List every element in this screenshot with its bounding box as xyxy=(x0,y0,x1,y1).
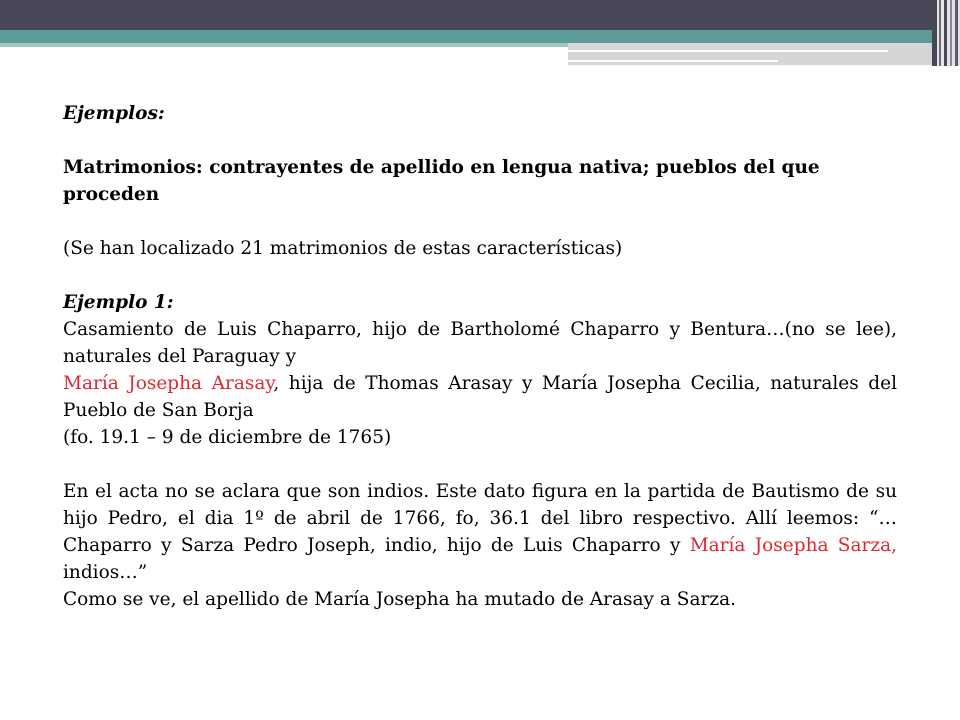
heading: Ejemplos: xyxy=(63,103,165,124)
subheading: Matrimonios: contrayentes de apellido en lengua nativa; pueblos del que proceden xyxy=(63,157,820,205)
conclusion: Como se ve, el apellido de María Josepha ha mutado de Arasay a Sarza. xyxy=(63,589,736,610)
teal-band-light xyxy=(0,43,568,47)
example-paragraph-1: Casamiento de Luis Chaparro, hijo de Bartholomé Chaparro y Bentura…(no se lee), naturales del Paraguay y xyxy=(63,319,897,367)
top-bar xyxy=(0,0,960,30)
explanation-paragraph xyxy=(63,478,897,586)
decor-line xyxy=(568,50,888,52)
folio-reference: (fo. 19.1 – 9 de diciembre de 1765) xyxy=(63,427,392,448)
slide-content xyxy=(63,100,897,613)
example-title: Ejemplo 1: xyxy=(63,292,174,313)
note: (Se han localizado 21 matrimonios de estas características) xyxy=(63,238,623,259)
example-paragraph-2 xyxy=(63,370,897,424)
explanation-part-1: En el acta no se aclara que son indios. Este dato figura en la partida de Bautismo de su hijo Pedro, el dia 1º de abril de 1766, fo, 36.1 del libro respectivo. Allí leemos: “…Chaparro y Sarza Pedro Joseph, indio, hijo de Luis Chaparro y xyxy=(63,481,897,556)
example-paragraph-2-rest: , hija de Thomas Arasay y María Josepha Cecilia, naturales del Pueblo de San Borja xyxy=(63,373,897,421)
explanation-part-2: indios…” xyxy=(63,562,148,583)
teal-band xyxy=(0,30,932,43)
highlighted-name: María Josepha Sarza, xyxy=(689,535,898,556)
vertical-bars-decoration xyxy=(932,0,960,66)
bride-name: María Josepha Arasay xyxy=(63,373,274,394)
decor-line xyxy=(568,60,778,62)
